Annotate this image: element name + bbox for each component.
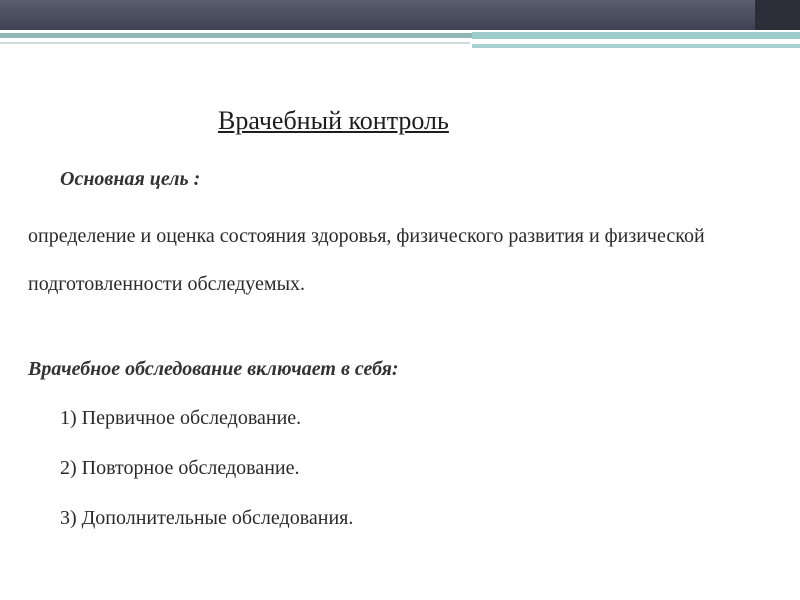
header-bar bbox=[0, 0, 800, 30]
slide-title: Врачебный контроль bbox=[218, 106, 449, 135]
list-item: 2) Повторное обследование. bbox=[60, 457, 300, 479]
goal-label: Основная цель : bbox=[60, 168, 201, 190]
header-bar-corner bbox=[755, 0, 800, 30]
accent-line-secondary bbox=[472, 44, 800, 48]
exam-list bbox=[60, 404, 353, 554]
goal-text: определение и оценка состояния здоровья, физического развития и физической подготовленности обследуемых. bbox=[28, 225, 705, 295]
exam-heading: Врачебное обследование включает в себя: bbox=[28, 358, 399, 380]
accent-line-thin bbox=[0, 42, 470, 44]
accent-line-highlight bbox=[472, 32, 800, 39]
list-item: 3) Дополнительные обследования. bbox=[60, 507, 354, 529]
list-item: 1) Первичное обследование. bbox=[60, 407, 302, 429]
